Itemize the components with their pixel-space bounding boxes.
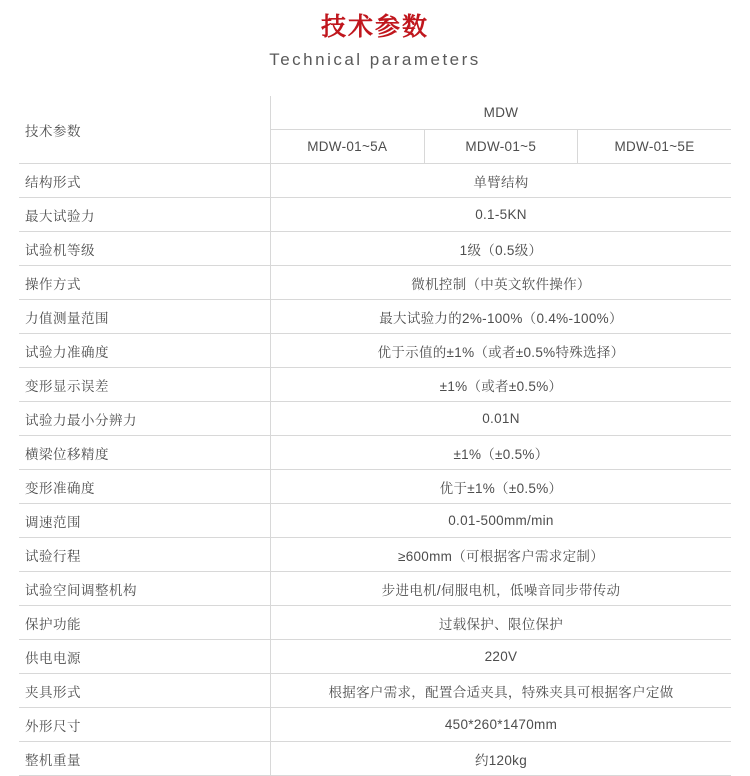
row-label: 整机重量 — [19, 742, 271, 776]
table-row — [19, 538, 731, 572]
row-label: 横梁位移精度 — [19, 436, 271, 470]
table-row — [19, 266, 731, 300]
row-value: 步进电机/伺服电机，低噪音同步带传动 — [271, 572, 732, 606]
specifications-table — [19, 96, 731, 776]
row-label: 结构形式 — [19, 164, 271, 198]
model-header-3: MDW-01~5E — [578, 130, 732, 164]
row-value: 优于示值的±1%（或者±0.5%特殊选择） — [271, 334, 732, 368]
row-label: 试验空间调整机构 — [19, 572, 271, 606]
table-row — [19, 402, 731, 436]
table-body — [19, 96, 731, 776]
row-label: 保护功能 — [19, 606, 271, 640]
row-value: 450*260*1470mm — [271, 708, 732, 742]
model-group-header: MDW — [271, 96, 732, 130]
table-row — [19, 368, 731, 402]
row-label: 供电电源 — [19, 640, 271, 674]
table-row — [19, 164, 731, 198]
row-label: 变形准确度 — [19, 470, 271, 504]
page-header — [0, 0, 750, 74]
row-value: ±1%（或者±0.5%） — [271, 368, 732, 402]
row-value: 0.01-500mm/min — [271, 504, 732, 538]
row-label: 试验力最小分辨力 — [19, 402, 271, 436]
row-label: 力值测量范围 — [19, 300, 271, 334]
row-label: 变形显示误差 — [19, 368, 271, 402]
row-label: 调速范围 — [19, 504, 271, 538]
table-row — [19, 572, 731, 606]
row-label: 试验力准确度 — [19, 334, 271, 368]
row-value: 单臂结构 — [271, 164, 732, 198]
page-title-cn: 技术参数 — [320, 13, 429, 41]
row-label: 操作方式 — [19, 266, 271, 300]
row-value: 约120kg — [271, 742, 732, 776]
row-value: 0.01N — [271, 402, 732, 436]
table-row — [19, 504, 731, 538]
page-title-en: Technical parameters — [269, 50, 481, 69]
first-column-header: 技术参数 — [19, 96, 271, 164]
table-row — [19, 470, 731, 504]
row-value: 1级（0.5级） — [271, 232, 732, 266]
row-label: 最大试验力 — [19, 198, 271, 232]
row-value: 0.1-5KN — [271, 198, 732, 232]
model-header-2: MDW-01~5 — [424, 130, 578, 164]
table-row — [19, 334, 731, 368]
row-value: 微机控制（中英文软件操作） — [271, 266, 732, 300]
row-value: ≥600mm（可根据客户需求定制） — [271, 538, 732, 572]
row-label: 试验机等级 — [19, 232, 271, 266]
table-row-model-group — [19, 96, 731, 130]
row-label: 试验行程 — [19, 538, 271, 572]
row-value: 优于±1%（±0.5%） — [271, 470, 732, 504]
table-row — [19, 708, 731, 742]
row-value: 根据客户需求，配置合适夹具，特殊夹具可根据客户定做 — [271, 674, 732, 708]
table-row — [19, 436, 731, 470]
row-value: ±1%（±0.5%） — [271, 436, 732, 470]
table-row — [19, 300, 731, 334]
table-row — [19, 232, 731, 266]
row-label: 夹具形式 — [19, 674, 271, 708]
table-row — [19, 640, 731, 674]
row-label: 外形尺寸 — [19, 708, 271, 742]
model-header-1: MDW-01~5A — [271, 130, 425, 164]
table-row — [19, 742, 731, 776]
table-row — [19, 674, 731, 708]
row-value: 过载保护、限位保护 — [271, 606, 732, 640]
row-value: 220V — [271, 640, 732, 674]
table-row — [19, 606, 731, 640]
row-value: 最大试验力的2%-100%（0.4%-100%） — [271, 300, 732, 334]
table-row — [19, 198, 731, 232]
